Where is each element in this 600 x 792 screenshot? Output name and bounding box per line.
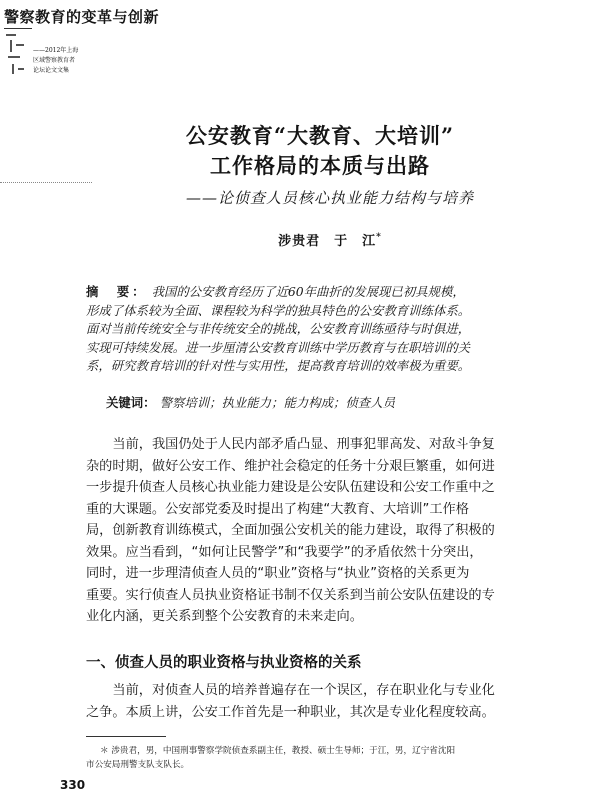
article-title-line-1: 公安教育“大教育、大培训” <box>185 123 455 148</box>
abstract <box>86 283 556 376</box>
article-authors <box>130 230 530 249</box>
series-subheader-line: 论坛论文文集 <box>33 67 70 74</box>
author-footnote-mark: * <box>376 232 382 243</box>
abstract-line: 实现可持续发展。进一步厘清公安教育训练中学历教育与在职培训的关 <box>86 339 471 355</box>
footnote <box>86 744 560 772</box>
footnote-rule <box>86 736 166 737</box>
page-number: 330 <box>60 778 86 792</box>
abstract-label: 摘 要： <box>86 284 148 299</box>
section-heading: 一、侦查人员的职业资格与执业资格的关系 <box>86 655 362 671</box>
body-line: 当前，我国仍处于人民内部矛盾凸显、刑事犯罪高发、对敌斗争复 <box>112 437 495 452</box>
body-line: 同时，进一步理清侦查人员的“职业”资格与“执业”资格的关系更为 <box>86 566 470 581</box>
body-line: 局，创新教育训练模式，全面加强公安机关的能力建设，取得了积极的 <box>86 523 495 538</box>
body-paragraph-1 <box>86 434 558 628</box>
article-title-line-2: 工作格局的本质与出路 <box>210 153 430 178</box>
author-names: 涉贵君 于 江 <box>278 234 377 249</box>
abstract-line: 系，研究教育培训的针对性与实用性，提高教育培训的效率极为重要。 <box>86 358 471 374</box>
abstract-line: 面对当前传统安全与非传统安全的挑战，公安教育训练亟待与时俱进， <box>86 321 471 337</box>
keywords <box>106 393 556 411</box>
body-line: 杂的时期，做好公安工作、维护社会稳定的任务十分艰巨繁重，如何进 <box>86 458 495 474</box>
keywords-text: 警察培训；执业能力；能力构成；侦查人员 <box>159 395 395 410</box>
series-subheader-line: 区域警察教育者 <box>33 57 76 64</box>
header-rule <box>4 28 32 29</box>
series-title: 警察教育的变革与创新 <box>4 8 160 26</box>
binding-marks <box>4 30 26 80</box>
abstract-line: 形成了体系较为全面、课程较为科学的独具特色的公安教育训练体系。 <box>86 302 471 318</box>
body-line: 效果。应当看到，“如何让民警学”和“我要学”的矛盾依然十分突出， <box>86 544 483 560</box>
body-line: 一步提升侦查人员核心执业能力建设是公安队伍建设和公安工作重中之 <box>86 480 495 495</box>
footnote-line: ＊ 涉贵君，男，中国刑事警察学院侦查系副主任，教授、硕士生导师；于江，男，辽宁省沈阳 <box>100 746 456 756</box>
series-subheader <box>33 46 93 76</box>
abstract-line: 摘 要： 我国的公安教育经历了近60年曲折的发展现已初具规模， <box>86 284 465 299</box>
article-subtitle: ——论侦查人员核心执业能力结构与培养 <box>185 189 474 207</box>
body-line: 重的大课题。公安部党委及时提出了构建“大教育、大培训”工作格 <box>86 501 469 517</box>
body-line: 之争。本质上讲，公安工作首先是一种职业，其次是专业化程度较高。 <box>86 705 495 720</box>
footnote-line: 市公安局刑警支队支队长。 <box>86 760 190 770</box>
body-line: 重要。实行侦查人员执业资格证书制不仅关系到当前公安队伍建设的专 <box>86 587 495 603</box>
series-subheader-line: ——2012年上海 <box>33 47 79 54</box>
keywords-label: 关键词： <box>106 395 156 410</box>
body-line: 当前，对侦查人员的培养普遍存在一个误区，存在职业化与专业化 <box>112 683 495 698</box>
margin-dotted-rule <box>0 182 92 183</box>
body-line: 业化内涵，更关系到整个公安教育的未来走向。 <box>86 609 363 624</box>
body-paragraph-2 <box>86 680 558 724</box>
